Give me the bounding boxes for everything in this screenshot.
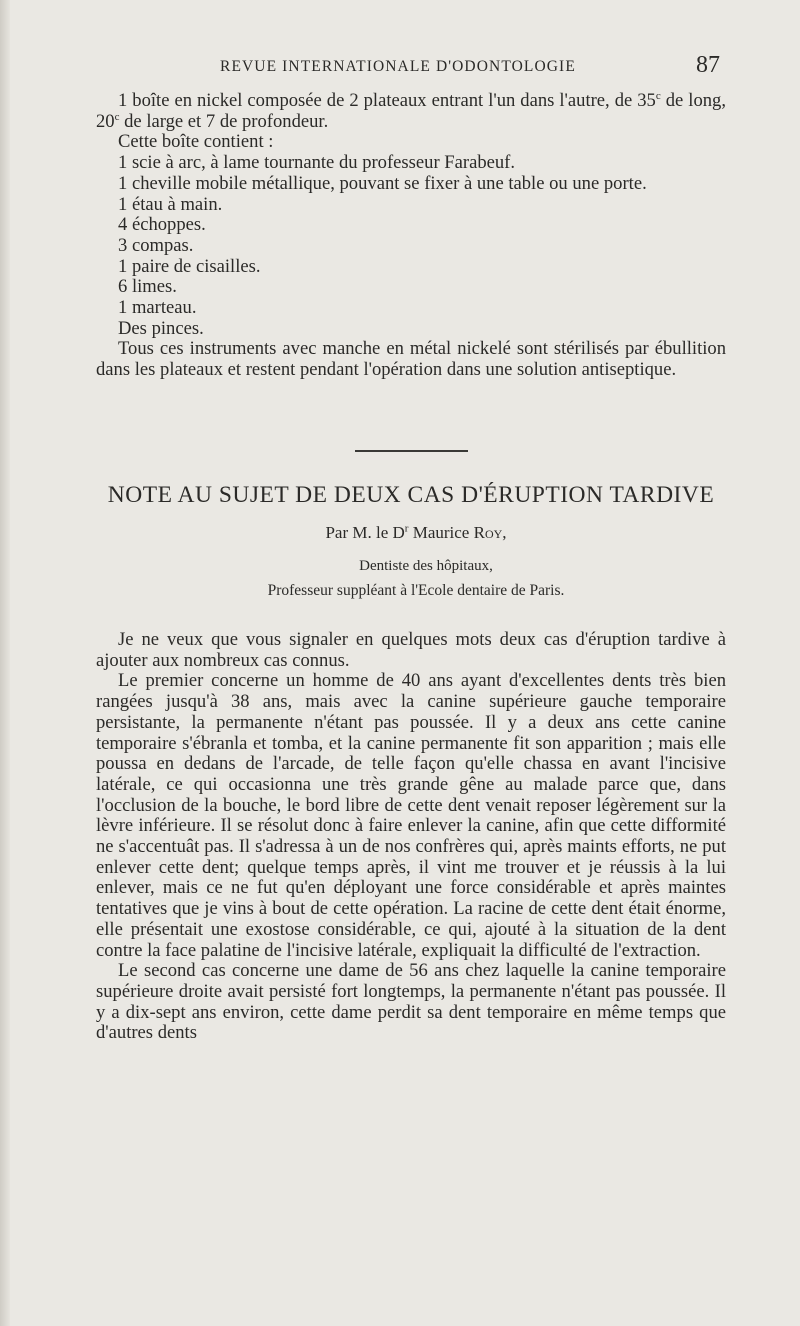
paragraph: Le second cas concerne une dame de 56 ans chez laquelle la canine temporaire supérieure droite avait persisté fort longtemps, la permanente n'étant pas poussée. Il y a dix-sept ans environ, cette dame perdit sa dent temporaire en même temps que d'autres dents: [96, 960, 726, 1044]
instrument-list-section: [96, 91, 726, 381]
list-item: 3 compas.: [118, 234, 194, 256]
paragraph: Le premier concerne un homme de 40 ans ayant d'excellentes dents très bien rangées jusqu'à 38 ans, mais avec la canine supérieure gauche temporaire persistante, la permanente n'étant pas poussée. Il y a deux ans cette canine temporaire s'ébranla et tomba, et la canine permanente fit son apparition ; mais elle poussa en dedans de l'arcade, de telle façon qu'elle chassa en avant l'incisive latérale, ce qui occasionna une très grande gêne au malade parce que, dans l'occlusion de la bouche, le bord libre de cette dent venait reposer légèrement sur la lèvre inférieure. Il se résolut donc à faire enlever la canine, afin que cette difformité ne s'accentuât pas. Il s'adressa à un de nos confrères qui, après maints efforts, ne put enlever cette dent; quelque temps après, il vint me trouver et je réussis à la lui enlever, mais ce ne fut qu'en déployant une force considérable et après maintes tentatives que je vins à bout de cette opération. La racine de cette dent était énorme, elle présentait une exostose considérable, ce qui, ajouté à la situation de la dent contre la face palatine de l'incisive latérale, expliquait la difficulté de l'extraction.: [96, 670, 726, 961]
contents-intro: Cette boîte contient :: [118, 131, 274, 153]
list-item: 1 paire de cisailles.: [118, 255, 261, 277]
paragraph: Je ne veux que vous signaler en quelques mots deux cas d'éruption tardive à ajouter aux nombreux cas connus.: [96, 629, 726, 671]
box-description: 1 boîte en nickel composée de 2 plateaux entrant l'un dans l'autre, de 35$^c$ de long, 20$^c$ de large et 7 de profondeur.: [96, 89, 726, 132]
author-affiliation: Professeur suppléant à l'Ecole dentaire de Paris.: [267, 582, 565, 599]
article-byline: Par M. le $D^r$ Maurice Roy,: [325, 522, 507, 542]
list-item: 1 cheville mobile métallique, pouvant se fixer à une table ou une porte.: [118, 172, 647, 194]
list-item: Des pinces.: [118, 317, 204, 339]
list-item: 1 marteau.: [118, 297, 197, 319]
author-affiliation: Dentiste des hôpitaux,: [359, 558, 493, 574]
list-item: 1 scie à arc, à lame tournante du professeur Farabeuf.: [118, 152, 516, 174]
list-item: 4 échoppes.: [118, 214, 206, 236]
page-spine-shadow: [0, 0, 10, 1326]
article-title: NOTE AU SUJET DE DEUX CAS D'ÉRUPTION TARDIVE: [107, 482, 715, 508]
sterilization-note: Tous ces instruments avec manche en métal nickelé sont stérilisés par ébullition dans les plateaux et restent pendant l'opération dans une solution antiseptique.: [96, 338, 726, 381]
section-divider: [355, 450, 468, 452]
page-number: 87: [696, 52, 720, 78]
page-header: [100, 52, 722, 82]
list-item: 6 limes.: [118, 276, 177, 298]
article-body: [96, 630, 726, 1044]
list-item: 1 étau à main.: [118, 193, 223, 215]
running-head: REVUE INTERNATIONALE D'ODONTOLOGIE: [220, 58, 576, 75]
